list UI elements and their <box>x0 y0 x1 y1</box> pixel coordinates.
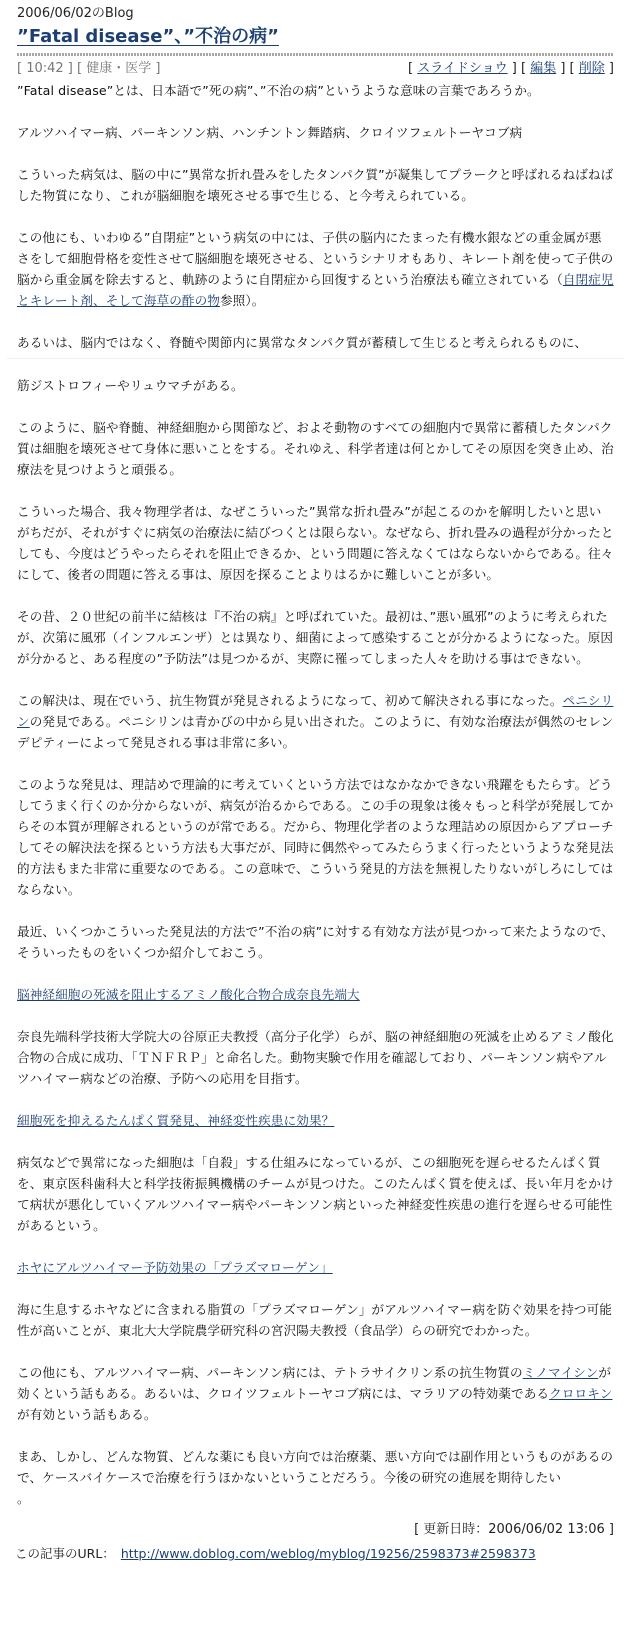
news-link-paragraph <box>17 984 614 1005</box>
paragraph <box>17 1446 614 1509</box>
paragraph-text: の発見である。ペニシリンは青かびの中から見い出された。このように、有効な治療法が偶然のセレンデピティーによって発見される事は非常に多い。 <box>17 714 614 750</box>
entry-category: [ 健康・医学 ] <box>77 61 161 76</box>
paragraph-text: が効くという話もある。あるいは、クロイツフェルトーヤコブ病には、マラリアの特効薬である <box>17 1365 612 1401</box>
paragraph: 病気などで異常になった細胞は「自殺」する仕組みになっているが、この細胞死を遅らせるたんぱく質を、東京医科歯科大と科学技術振興機構のチームが見つけた。このたんぱく質を使えば、長い年月をかけて病状が悪化していくアルツハイマー病やパーキンソン病といった神経変性疾患の進行を遅らせる可能性があるという。 <box>17 1155 614 1233</box>
paragraph-text: 参照）。 <box>219 293 265 308</box>
meta-left <box>17 60 160 78</box>
paragraph-text: まあ、しかし、どんな物質、どんな薬にも良い方向では治療薬、悪い方向では副作用というものがあるので、ケースバイケースで治療を行うほかないということだろう。今後の研究の進展を期待したい <box>17 1449 614 1485</box>
paragraph: 海に生息するホヤなどに含まれる脂質の「プラズマローゲン」がアルツハイマー病を防ぐ効果を持つ可能性が高いことが、東北大大学院農学研究科の宮沢陽夫教授（食品学）らの研究でわかった。 <box>17 1302 612 1338</box>
news-link-protein[interactable]: 細胞死を抑えるたんぱく質発見、神経変性疾患に効果？ <box>17 1113 335 1128</box>
title-divider <box>17 53 614 56</box>
section-divider <box>7 358 624 359</box>
news-link-paragraph <box>17 1110 614 1131</box>
paragraph <box>17 690 614 753</box>
autism-chelation-link[interactable]: 自閉症児とキレート剤、そして海草の酢の物 <box>17 272 614 308</box>
paragraph: アルツハイマー病、パーキンソン病、ハンチントン舞踏病、クロイツフェルトーヤコブ病 <box>17 125 523 140</box>
paragraph-text: この他にも、アルツハイマー病、パーキンソン病には、テトラサイクリン系の抗生物質の <box>17 1365 523 1380</box>
post-title <box>17 26 614 48</box>
bracket: ] [ <box>511 61 527 76</box>
paragraph-tail: 。 <box>17 1491 30 1506</box>
paragraph: 筋ジストロフィーやリュウマチがある。 <box>17 378 244 393</box>
bracket: ] <box>608 61 614 76</box>
permalink-label: この記事のURL： <box>15 1546 115 1561</box>
permalink-url[interactable]: http://www.doblog.com/weblog/myblog/19256/2598373#2598373 <box>120 1546 536 1561</box>
paragraph: このように、脳や脊髄、神経細胞から関節など、およそ動物のすべての細胞内で異常に蓄積したタンパク質は細胞を壊死させて身体に悪いことをする。それゆえ、科学者達は何とかしてその原因を突き止め、治療法を見つけようと頑張る。 <box>17 420 614 477</box>
news-link-paragraph <box>17 1257 614 1278</box>
entry-actions <box>408 60 614 78</box>
paragraph-text: この他にも、いわゆる”自閉症”という病気の中には、子供の脳内にたまった有機水銀などの重金属が悪さをして細胞骨格を変性させて脳細胞を壊死させる、というシナリオもあり、キレート剤を使って子供の脳から重金属を除去すると、軌跡のように自閉症から回復するという治療法も確立されている（ <box>17 230 614 287</box>
edit-link[interactable]: 編集 <box>530 61 557 76</box>
updated-timestamp: [ 更新日時：2006/06/02 13:06 ] <box>414 1522 614 1537</box>
paragraph-text: が有効という話もある。 <box>17 1407 157 1422</box>
paragraph <box>17 227 614 311</box>
entry-time: [ 10:42 ] <box>17 61 73 76</box>
paragraph: あるいは、脳内ではなく、脊髄や関節内に異常なタンパク質が蓄積して生じると考えられるものに、 <box>17 335 588 350</box>
article-body <box>17 80 614 1509</box>
bracket: ] [ <box>560 61 575 76</box>
bracket: [ <box>408 61 414 76</box>
news-link-plasmalogen[interactable]: ホヤにアルツハイマー予防効果の「プラズマローゲン」 <box>17 1260 333 1275</box>
delete-link[interactable]: 削除 <box>578 61 605 76</box>
entry-meta <box>17 60 614 78</box>
blog-date: 2006/06/02のBlog <box>17 6 134 21</box>
paragraph: こういった場合、我々物理学者は、なぜこういった”異常な折れ畳み”が起こるのかを解明したいと思いがちだが、それがすぐに病気の治療法に結びつくとは限らない。なぜなら、折れ畳みの過程が分かったとしても、今度はどうやったらそれを阻止できるか、という問題に答えなくてはならないからである。往々にして、後者の問題に答える事は、原因を探ることよりはるかに難しいことが多い。 <box>17 504 614 582</box>
paragraph: その昔、２０世紀の前半に結核は『不治の病』と呼ばれていた。最初は、”悪い風邪”のように考えられたが、次第に風邪（インフルエンザ）とは異なり、細菌によって感染することが分かるようになった。原因が分かると、ある程度の”予防法”は見つかるが、実際に罹ってしまった人々を助ける事はできない。 <box>17 609 614 666</box>
paragraph-text: この解決は、現在でいう、抗生物質が発見されるようになって、初めて解決される事になった。 <box>17 693 563 708</box>
post-title-link[interactable]: ”Fatal disease”、”不治の病” <box>17 26 279 47</box>
paragraph: 最近、いくつかこういった発見法的方法で”不治の病”に対する有効な方法が見つかって来たようなので、そういったものをいくつか紹介しておこう。 <box>17 924 614 960</box>
paragraph: ”Fatal disease”とは、日本語で”死の病”、”不治の病”というような意味の言葉であろうか。 <box>17 83 540 98</box>
news-link-nara[interactable]: 脳神経細胞の死滅を阻止するアミノ酸化合物合成奈良先端大 <box>17 987 360 1002</box>
paragraph: このような発見は、理詰めで理論的に考えていくという方法ではなかなかできない飛躍をもたらす。どうしてうまく行くのか分からないが、病気が治るからである。この手の現象は後々もっと科学が発展してからその本質が理解されるというのが常である。だから、物理化学者のような理詰めの原因からアプローチしてその解決法を探るという方法も大事だが、同時に偶然やってみたらうまく行ったというような発見法的方法もまた非常に重要なのである。この意味で、こういう発見的方法を無視したりないがしろにしてはならない。 <box>17 777 614 897</box>
penicillin-link[interactable]: ペニシリン <box>17 693 614 729</box>
paragraph: こういった病気は、脳の中に”異常な折れ畳みをしたタンパク質”が凝集してプラークと呼ばれるねばねばした物質になり、これが脳細胞を壊死させる事で生じる、と今考えられている。 <box>17 167 614 203</box>
paragraph: 奈良先端科学技術大学院大の谷原正夫教授（高分子化学）らが、脳の神経細胞の死滅を止めるアミノ酸化合物の合成に成功、「ＴＮＦＲＰ」と命名した。動物実験で作用を確認しており、パーキンソン病やアルツハイマー病などの治療、予防への応用を目指す。 <box>17 1029 614 1086</box>
minomycin-link[interactable]: ミノマイシン <box>522 1365 599 1380</box>
permalink-row <box>15 1545 614 1563</box>
paragraph <box>17 1362 614 1425</box>
chloroquine-link[interactable]: クロロキン <box>549 1386 613 1401</box>
slideshow-link[interactable]: スライドショウ <box>417 61 508 76</box>
